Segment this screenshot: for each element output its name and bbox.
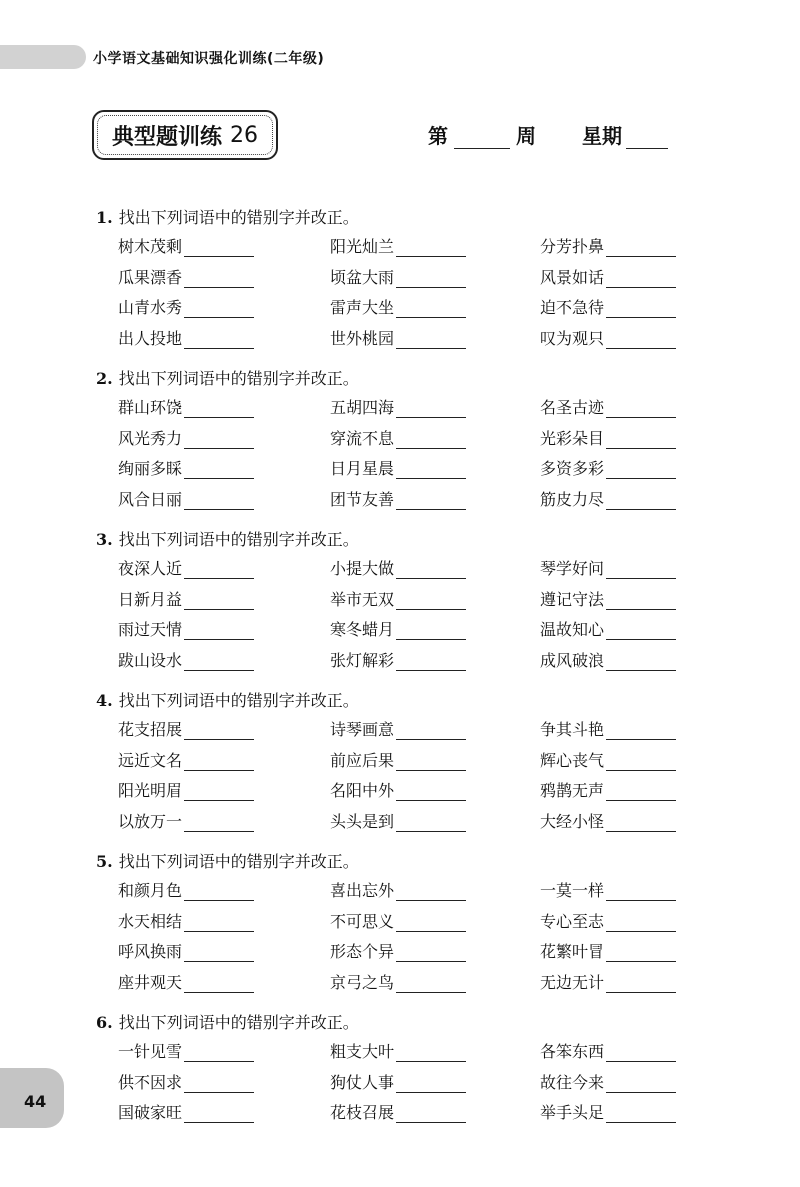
question-number: 6. (96, 1013, 113, 1032)
answer-blank[interactable] (396, 399, 466, 418)
question-heading (96, 527, 359, 550)
answer-blank[interactable] (396, 882, 466, 901)
word-text: 五胡四海 (330, 398, 395, 417)
word-item (118, 1100, 254, 1123)
word-text: 穿流不息 (330, 428, 395, 448)
word-row (0, 234, 800, 262)
word-item (118, 326, 254, 349)
word-item (540, 717, 676, 740)
word-item (540, 648, 676, 671)
word-item (540, 265, 676, 288)
word-text: 顷盆大雨 (330, 267, 395, 287)
answer-blank[interactable] (606, 1043, 676, 1062)
word-item (118, 809, 254, 832)
word-item (118, 717, 254, 740)
word-text: 鸦鹊无声 (540, 781, 605, 800)
question-instruction: 找出下列词语中的错别字并改正。 (118, 208, 359, 227)
word-item (540, 1039, 676, 1062)
word-item (540, 939, 676, 962)
word-item (330, 939, 466, 962)
answer-blank[interactable] (396, 752, 466, 771)
word-row (0, 295, 800, 323)
answer-blank[interactable] (184, 1043, 254, 1062)
word-text: 世外桃园 (330, 328, 395, 348)
word-text: 迫不急待 (540, 298, 605, 317)
book-title: 小学语文基础知识强化训练(二年级) (93, 51, 325, 67)
word-item (118, 456, 254, 479)
word-text: 水天相结 (118, 911, 183, 931)
answer-blank[interactable] (184, 752, 254, 771)
word-text: 狗仗人事 (330, 1072, 395, 1092)
word-item (540, 456, 676, 479)
week-label-xingqi: 星期 (582, 124, 622, 148)
answer-blank[interactable] (606, 299, 676, 318)
answer-blank[interactable] (396, 974, 466, 993)
word-item (330, 456, 466, 479)
word-item (118, 878, 254, 901)
word-text: 各笨东西 (540, 1042, 605, 1061)
word-item (118, 939, 254, 962)
word-row (0, 939, 800, 967)
answer-blank[interactable] (396, 1074, 466, 1093)
week-label-zhou: 周 (516, 124, 536, 148)
word-item (330, 265, 466, 288)
word-item (540, 748, 676, 771)
word-text: 名阳中外 (330, 781, 395, 800)
answer-blank[interactable] (184, 652, 254, 671)
word-text: 多资多彩 (540, 459, 605, 478)
word-text: 辉心丧气 (540, 750, 605, 770)
answer-blank[interactable] (396, 1104, 466, 1123)
word-item (118, 748, 254, 771)
word-text: 举手头足 (540, 1103, 605, 1122)
answer-blank[interactable] (396, 299, 466, 318)
word-row (0, 426, 800, 454)
answer-blank[interactable] (184, 299, 254, 318)
word-text: 一莫一样 (540, 881, 605, 900)
word-text: 故往今来 (540, 1072, 605, 1092)
answer-blank[interactable] (606, 943, 676, 962)
answer-blank[interactable] (606, 399, 676, 418)
word-item (330, 809, 466, 832)
answer-blank[interactable] (184, 560, 254, 579)
word-row (0, 809, 800, 837)
word-row (0, 456, 800, 484)
word-item (540, 395, 676, 418)
word-text: 京弓之鸟 (330, 972, 395, 992)
word-item (118, 617, 254, 640)
word-item (330, 295, 466, 318)
word-text: 座井观天 (118, 972, 183, 992)
word-row (0, 487, 800, 515)
question-instruction: 找出下列词语中的错别字并改正。 (118, 691, 359, 710)
word-text: 琴学好问 (540, 559, 605, 578)
word-text: 跋山设水 (118, 650, 183, 670)
word-text: 叹为观只 (540, 328, 605, 348)
answer-blank[interactable] (396, 813, 466, 832)
answer-blank[interactable] (184, 621, 254, 640)
word-text: 争其斗艳 (540, 720, 605, 739)
answer-blank[interactable] (606, 238, 676, 257)
answer-blank[interactable] (396, 782, 466, 801)
word-row (0, 1039, 800, 1067)
answer-blank[interactable] (396, 330, 466, 349)
word-item (540, 909, 676, 932)
answer-blank[interactable] (184, 974, 254, 993)
word-text: 粗支大叶 (330, 1042, 395, 1061)
word-item (118, 1039, 254, 1062)
answer-blank[interactable] (184, 238, 254, 257)
answer-blank[interactable] (396, 238, 466, 257)
word-item (118, 648, 254, 671)
week-label-di: 第 (428, 124, 448, 148)
word-text: 树木茂剩 (118, 237, 183, 256)
word-item (540, 617, 676, 640)
word-text: 筋皮力尽 (540, 489, 605, 509)
word-text: 温故知心 (540, 620, 605, 639)
question-instruction: 找出下列词语中的错别字并改正。 (118, 1013, 359, 1032)
word-text: 国破家旺 (118, 1103, 183, 1122)
header-bar (0, 45, 86, 69)
word-item (118, 395, 254, 418)
answer-blank[interactable] (184, 430, 254, 449)
word-text: 举市无双 (330, 589, 395, 609)
word-item (118, 487, 254, 510)
word-text: 和颜月色 (118, 881, 183, 900)
answer-blank[interactable] (606, 560, 676, 579)
answer-blank[interactable] (606, 913, 676, 932)
word-item (540, 878, 676, 901)
answer-blank[interactable] (184, 882, 254, 901)
question-number: 1. (96, 208, 113, 227)
word-item (540, 809, 676, 832)
word-text: 阳光明眉 (118, 781, 183, 800)
answer-blank[interactable] (606, 752, 676, 771)
word-row (0, 1070, 800, 1098)
answer-blank[interactable] (606, 813, 676, 832)
answer-blank[interactable] (606, 1074, 676, 1093)
word-text: 雨过天情 (118, 620, 183, 639)
answer-blank[interactable] (606, 782, 676, 801)
week-blank[interactable] (454, 128, 510, 149)
weekday-blank[interactable] (626, 128, 668, 149)
page-number: 44 (24, 1092, 47, 1111)
word-row (0, 970, 800, 998)
word-item (540, 426, 676, 449)
word-text: 喜出忘外 (330, 881, 395, 900)
answer-blank[interactable] (606, 1104, 676, 1123)
word-text: 一针见雪 (118, 1042, 183, 1061)
answer-blank[interactable] (606, 621, 676, 640)
word-row (0, 748, 800, 776)
word-row (0, 617, 800, 645)
answer-blank[interactable] (184, 1104, 254, 1123)
word-text: 名圣古迹 (540, 398, 605, 417)
word-item (118, 426, 254, 449)
answer-blank[interactable] (184, 913, 254, 932)
word-text: 成风破浪 (540, 650, 605, 670)
word-item (330, 717, 466, 740)
word-row (0, 717, 800, 745)
question-heading (96, 205, 359, 228)
word-text: 张灯解彩 (330, 650, 395, 670)
word-text: 花枝召展 (330, 1103, 395, 1122)
question-heading (96, 688, 359, 711)
word-text: 风合日丽 (118, 489, 183, 509)
word-text: 无边无计 (540, 972, 605, 992)
word-text: 光彩朵目 (540, 428, 605, 448)
word-text: 前应后果 (330, 750, 395, 770)
word-text: 风光秀力 (118, 428, 183, 448)
question-number: 3. (96, 530, 113, 549)
word-item (330, 970, 466, 993)
answer-blank[interactable] (184, 813, 254, 832)
word-text: 群山环饶 (118, 398, 183, 417)
answer-blank[interactable] (396, 943, 466, 962)
word-text: 头头是到 (330, 811, 395, 831)
question-heading (96, 1010, 359, 1033)
answer-blank[interactable] (396, 560, 466, 579)
word-row (0, 1100, 800, 1128)
word-text: 花支招展 (118, 720, 183, 739)
word-item (330, 648, 466, 671)
answer-blank[interactable] (606, 491, 676, 510)
word-item (330, 395, 466, 418)
word-item (118, 1070, 254, 1093)
question-instruction: 找出下列词语中的错别字并改正。 (118, 852, 359, 871)
word-item (118, 234, 254, 257)
word-text: 形态个异 (330, 942, 395, 961)
question-instruction: 找出下列词语中的错别字并改正。 (118, 369, 359, 388)
word-text: 不可思义 (330, 911, 395, 931)
word-item (118, 295, 254, 318)
answer-blank[interactable] (184, 460, 254, 479)
answer-blank[interactable] (606, 591, 676, 610)
answer-blank[interactable] (396, 652, 466, 671)
word-item (540, 234, 676, 257)
answer-blank[interactable] (606, 430, 676, 449)
word-item (330, 1070, 466, 1093)
word-row (0, 909, 800, 937)
answer-blank[interactable] (396, 269, 466, 288)
answer-blank[interactable] (184, 399, 254, 418)
answer-blank[interactable] (184, 591, 254, 610)
exercise-number: 26 (230, 122, 258, 148)
word-item (330, 1100, 466, 1123)
word-item (540, 1070, 676, 1093)
word-text: 供不因求 (118, 1072, 183, 1092)
answer-blank[interactable] (184, 1074, 254, 1093)
word-text: 寒冬蜡月 (330, 620, 395, 639)
answer-blank[interactable] (396, 460, 466, 479)
answer-blank[interactable] (606, 330, 676, 349)
word-item (330, 617, 466, 640)
word-text: 夜深人近 (118, 559, 183, 578)
word-text: 日月星晨 (330, 459, 395, 478)
word-item (330, 778, 466, 801)
word-text: 山青水秀 (118, 298, 183, 317)
word-item (330, 326, 466, 349)
word-item (118, 970, 254, 993)
word-item (330, 234, 466, 257)
word-text: 小提大做 (330, 559, 395, 578)
answer-blank[interactable] (396, 621, 466, 640)
question-heading (96, 849, 359, 872)
word-item (330, 1039, 466, 1062)
question-number: 4. (96, 691, 113, 710)
answer-blank[interactable] (184, 782, 254, 801)
word-item (118, 556, 254, 579)
word-item (330, 909, 466, 932)
answer-blank[interactable] (606, 882, 676, 901)
word-text: 日新月益 (118, 589, 183, 609)
word-row (0, 878, 800, 906)
word-row (0, 326, 800, 354)
answer-blank[interactable] (184, 269, 254, 288)
word-item (540, 295, 676, 318)
word-row (0, 648, 800, 676)
word-text: 遵记守法 (540, 589, 605, 609)
word-item (118, 909, 254, 932)
answer-blank[interactable] (396, 591, 466, 610)
word-item (118, 778, 254, 801)
question-number: 2. (96, 369, 113, 388)
word-text: 诗琴画意 (330, 720, 395, 739)
word-item (540, 326, 676, 349)
word-item (330, 426, 466, 449)
word-text: 大经小怪 (540, 811, 605, 831)
answer-blank[interactable] (606, 460, 676, 479)
word-text: 瓜果漂香 (118, 267, 183, 287)
word-text: 绚丽多睬 (118, 459, 183, 478)
answer-blank[interactable] (606, 721, 676, 740)
word-item (330, 556, 466, 579)
word-row (0, 778, 800, 806)
answer-blank[interactable] (396, 430, 466, 449)
exercise-title: 典型题训练 (111, 124, 222, 150)
answer-blank[interactable] (184, 943, 254, 962)
word-item (540, 487, 676, 510)
word-row (0, 395, 800, 423)
exercise-title-box (92, 110, 278, 160)
word-item (540, 778, 676, 801)
word-item (330, 748, 466, 771)
word-item (330, 487, 466, 510)
question-number: 5. (96, 852, 113, 871)
word-text: 雷声大坐 (330, 298, 395, 317)
question-instruction: 找出下列词语中的错别字并改正。 (118, 530, 359, 549)
word-row (0, 587, 800, 615)
word-text: 出人投地 (118, 328, 183, 348)
answer-blank[interactable] (606, 974, 676, 993)
answer-blank[interactable] (184, 491, 254, 510)
word-item (540, 970, 676, 993)
word-row (0, 265, 800, 293)
word-text: 呼风换雨 (118, 942, 183, 961)
word-item (118, 587, 254, 610)
week-date-line (428, 120, 668, 149)
answer-blank[interactable] (396, 913, 466, 932)
word-text: 阳光灿兰 (330, 237, 395, 256)
answer-blank[interactable] (396, 1043, 466, 1062)
answer-blank[interactable] (184, 330, 254, 349)
word-text: 团节友善 (330, 489, 395, 509)
word-item (330, 587, 466, 610)
word-item (540, 587, 676, 610)
word-text: 花繁叶冒 (540, 942, 605, 961)
answer-blank[interactable] (606, 652, 676, 671)
word-text: 分芳扑鼻 (540, 237, 605, 256)
word-item (540, 1100, 676, 1123)
answer-blank[interactable] (396, 721, 466, 740)
word-text: 以放万一 (118, 811, 183, 831)
question-heading (96, 366, 359, 389)
word-text: 远近文名 (118, 750, 183, 770)
word-item (540, 556, 676, 579)
word-item (330, 878, 466, 901)
word-text: 专心至志 (540, 911, 605, 931)
answer-blank[interactable] (396, 491, 466, 510)
word-row (0, 556, 800, 584)
word-item (118, 265, 254, 288)
word-text: 风景如话 (540, 267, 605, 287)
answer-blank[interactable] (184, 721, 254, 740)
answer-blank[interactable] (606, 269, 676, 288)
